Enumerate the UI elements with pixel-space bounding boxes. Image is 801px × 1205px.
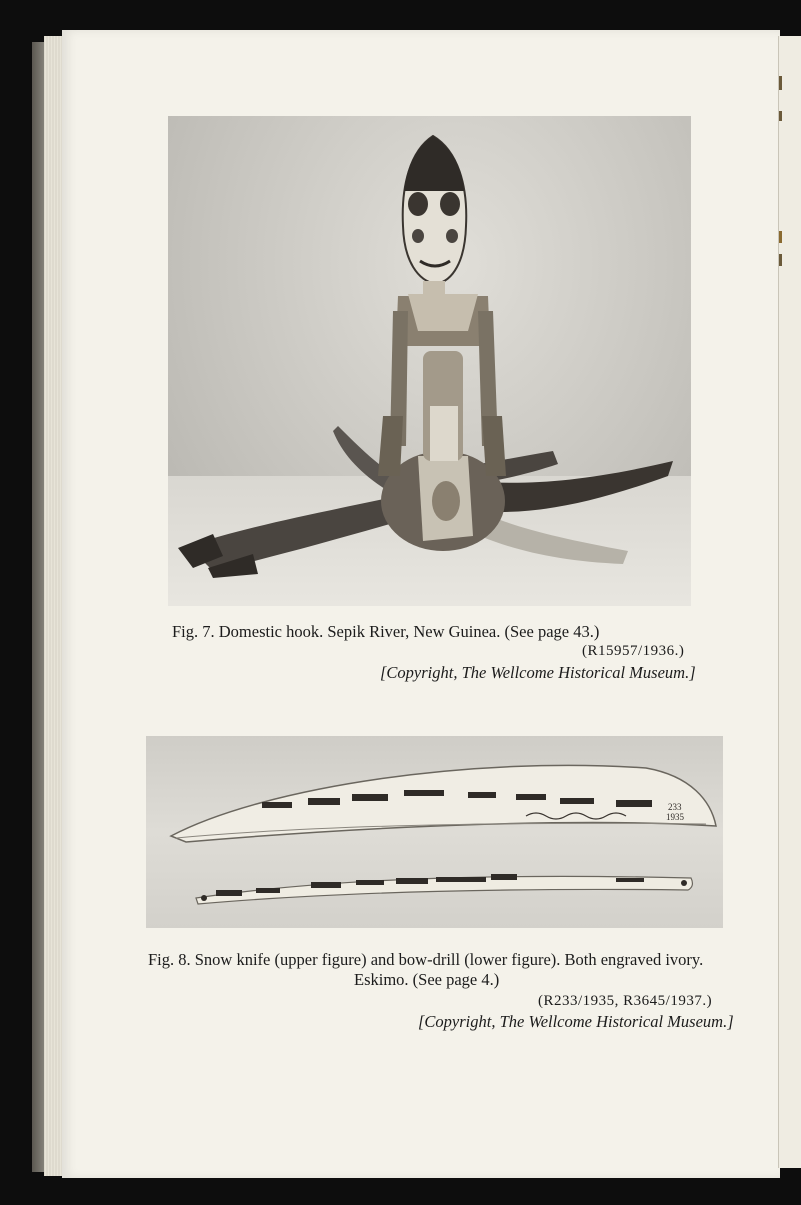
figure-8-caption-line2: Eskimo. (See page 4.) [354, 970, 500, 989]
figure-8-copyright: [Copyright, The Wellcome Historical Museum.] [418, 1012, 734, 1031]
knife-catalogue-year: 1935 [666, 812, 684, 822]
figure-7-catalogue: (R15957/1936.) [582, 643, 685, 659]
figure-7-photo [168, 116, 691, 606]
margin-mark [779, 254, 782, 266]
domestic-hook-illustration [168, 116, 691, 606]
margin-mark [779, 111, 782, 121]
figure-7-caption: Fig. 7. Domestic hook. Sepik River, New Guinea. (See page 43.) [172, 622, 600, 641]
margin-mark [779, 231, 782, 243]
margin-mark [779, 76, 782, 90]
knife-catalogue-label: 233 [668, 802, 682, 812]
snow-knife-and-bow-drill-illustration [146, 736, 723, 928]
figure-8-caption-line1: Fig. 8. Snow knife (upper figure) and bow-drill (lower figure). Both engraved ivory. [148, 950, 704, 969]
next-page-edge [778, 36, 801, 1168]
figure-8-catalogue: (R233/1935, R3645/1937.) [538, 993, 713, 1009]
figure-7-copyright: [Copyright, The Wellcome Historical Museum.] [380, 663, 696, 682]
figure-8-photo [146, 736, 723, 928]
